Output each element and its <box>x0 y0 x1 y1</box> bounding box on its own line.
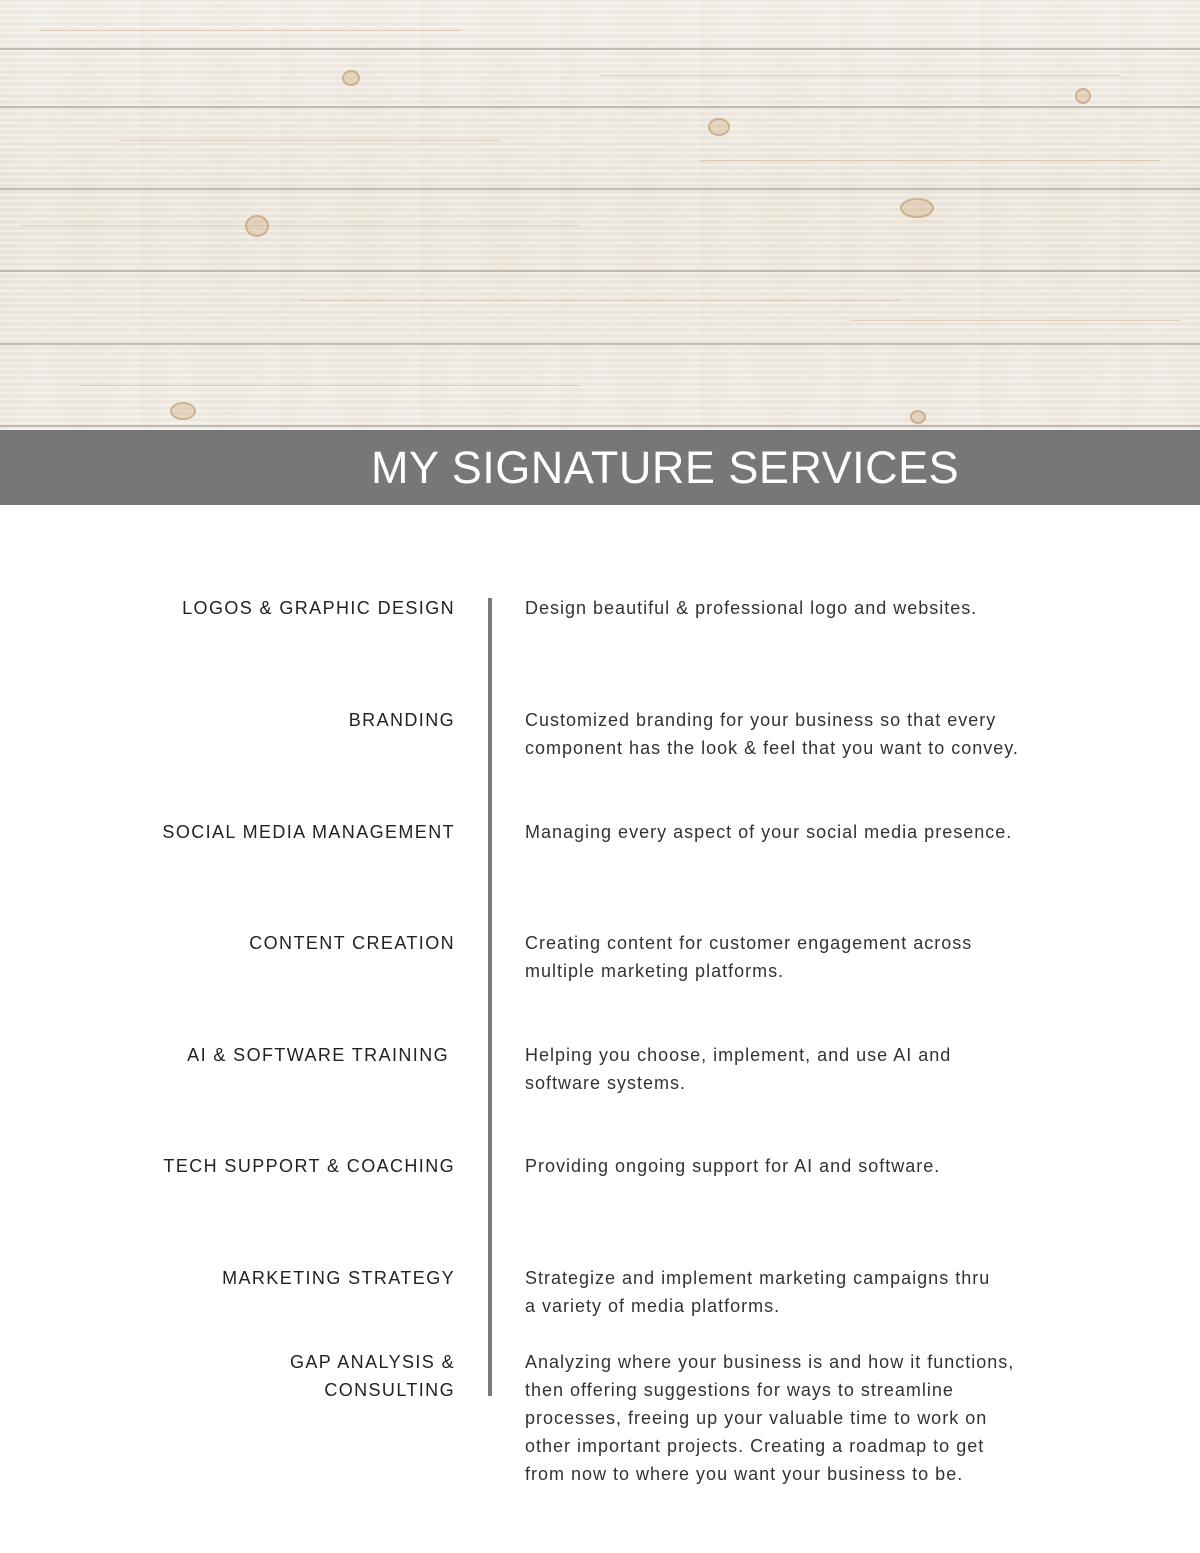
service-description: Creating content for customer engagement across multiple marketing platforms. <box>525 933 973 981</box>
service-name: CONTENT CREATION <box>249 933 455 953</box>
service-description: Strategize and implement marketing campaigns thru a variety of media platforms. <box>525 1268 991 1316</box>
service-name: SOCIAL MEDIA MANAGEMENT <box>162 822 455 842</box>
service-description: Design beautiful & professional logo and websites. <box>525 598 978 618</box>
service-name: GAP ANALYSIS & CONSULTING <box>289 1352 455 1400</box>
service-name: AI & SOFTWARE TRAINING <box>187 1045 449 1065</box>
title-band <box>0 430 1200 505</box>
page-title: MY SIGNATURE SERVICES <box>371 442 960 493</box>
vertical-divider <box>488 598 492 1396</box>
service-name: BRANDING <box>348 710 455 730</box>
service-description: Customized branding for your business so that every component has the look & feel that you want to convey. <box>525 710 1019 758</box>
service-name: TECH SUPPORT & COACHING <box>163 1156 455 1176</box>
wood-header-image <box>0 0 1200 430</box>
service-name: LOGOS & GRAPHIC DESIGN <box>182 598 455 618</box>
service-description: Analyzing where your business is and how it functions, then offering suggestions for ways to streamline processes, freeing up your valuable time to work on other important projects. Creating a roadmap to get from now to where you want your business to be. <box>525 1352 1015 1484</box>
service-name: MARKETING STRATEGY <box>222 1268 455 1288</box>
service-description: Providing ongoing support for AI and software. <box>525 1156 941 1176</box>
service-description: Managing every aspect of your social media presence. <box>525 822 1013 842</box>
service-description: Helping you choose, implement, and use AI and software systems. <box>525 1045 952 1093</box>
